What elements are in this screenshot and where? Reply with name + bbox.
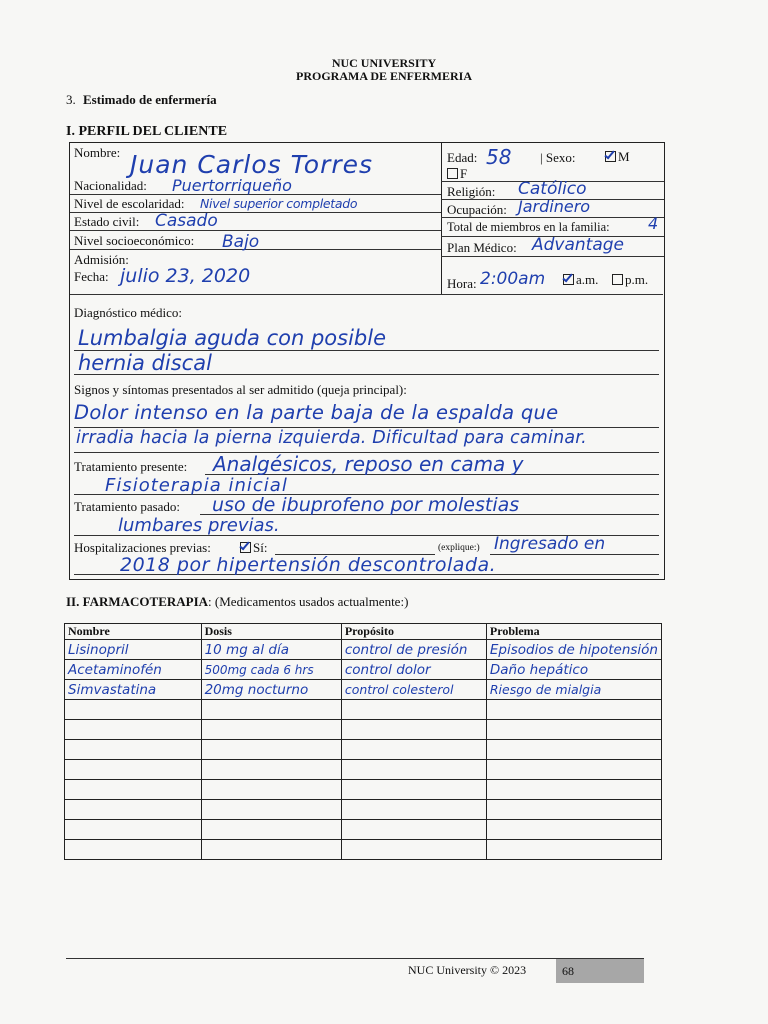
fecha-label: Fecha: (74, 269, 109, 284)
empty-cell[interactable] (486, 840, 661, 860)
empty-cell[interactable] (201, 700, 341, 720)
medication-dose-cell[interactable]: 500mg cada 6 hrs (201, 660, 341, 680)
farmacoterapia-subtitle: : (Medicamentos usados actualmente:) (208, 594, 409, 609)
hora-value[interactable]: 2:00am (480, 269, 546, 289)
section-title: Estimado de enfermería (83, 92, 217, 107)
nombre-value[interactable]: Juan Carlos Torres (130, 150, 374, 179)
rule (490, 554, 659, 555)
tratamiento-presente-line-1[interactable]: Analgésicos, reposo en cama y (213, 452, 524, 476)
perfil-title: I. PERFIL DEL CLIENTE (66, 124, 228, 139)
signos-line-1[interactable]: Dolor intenso en la parte baja de la espalda que (74, 401, 559, 424)
farmacoterapia-title: II. FARMACOTERAPIA (66, 594, 209, 609)
am-label: a.m. (576, 272, 599, 287)
medication-name-cell[interactable]: Lisinopril (65, 640, 202, 660)
empty-cell[interactable] (65, 700, 202, 720)
nombre-label: Nombre: (74, 145, 121, 160)
empty-cell[interactable] (486, 700, 661, 720)
program-name: PROGRAMA DE ENFERMERIA (296, 69, 472, 83)
empty-cell[interactable] (486, 740, 661, 760)
empty-cell[interactable] (341, 840, 486, 860)
empty-cell[interactable] (341, 740, 486, 760)
edad-label: Edad: (447, 150, 478, 165)
plan-medico-label: Plan Médico: (447, 240, 517, 255)
rule (70, 294, 663, 295)
religion-label: Religión: (447, 184, 496, 199)
empty-cell[interactable] (201, 760, 341, 780)
sexo-f-option[interactable] (447, 166, 467, 182)
medication-name-cell[interactable]: Simvastatina (65, 680, 202, 700)
edad-value[interactable]: 58 (486, 145, 512, 169)
table-row-empty (65, 840, 662, 860)
table-header-row (65, 624, 662, 640)
column-header: Nombre (65, 624, 202, 640)
perfil-divider (441, 142, 442, 294)
si-label: Sí: (253, 540, 268, 555)
empty-cell[interactable] (486, 780, 661, 800)
medication-purpose-cell[interactable]: control dolor (341, 660, 486, 680)
hospitalizaciones-line-1[interactable]: Ingresado en (494, 534, 606, 554)
tratamiento-pasado-line-2[interactable]: lumbares previas. (118, 515, 280, 536)
table-row-empty (65, 820, 662, 840)
empty-cell[interactable] (201, 780, 341, 800)
si-checkbox[interactable] (240, 542, 251, 553)
empty-cell[interactable] (65, 780, 202, 800)
hospitalizaciones-line-2[interactable]: 2018 por hipertensión descontrolada. (120, 554, 497, 576)
empty-cell[interactable] (341, 700, 486, 720)
diagnostico-line-2[interactable]: hernia discal (78, 351, 212, 375)
ocupacion-label: Ocupación: (447, 202, 507, 217)
miembros-value[interactable]: 4 (648, 214, 659, 233)
sexo-f-checkbox[interactable] (447, 168, 458, 179)
rule (70, 230, 441, 231)
pm-label: p.m. (625, 272, 649, 287)
sexo-label: | Sexo: (540, 150, 576, 165)
socioeconomico-label: Nivel socioeconómico: (74, 233, 195, 248)
empty-cell[interactable] (65, 720, 202, 740)
admision-label: Admisión: (74, 252, 129, 267)
rule (441, 256, 664, 257)
empty-cell[interactable] (65, 760, 202, 780)
table-row-empty (65, 700, 662, 720)
column-header: Dosis (201, 624, 341, 640)
medication-problem-cell[interactable]: Riesgo de mialgia (486, 680, 661, 700)
column-header: Propósito (341, 624, 486, 640)
table-row (65, 640, 662, 660)
column-header: Problema (486, 624, 661, 640)
table-row (65, 680, 662, 700)
ocupacion-value[interactable]: Jardinero (518, 197, 591, 216)
sexo-m-option[interactable] (605, 149, 630, 165)
explique-label: (explique:) (438, 543, 480, 553)
empty-cell[interactable] (65, 740, 202, 760)
table-row-empty (65, 740, 662, 760)
empty-cell[interactable] (341, 820, 486, 840)
medication-problem-cell[interactable]: Daño hepático (486, 660, 661, 680)
empty-cell[interactable] (341, 720, 486, 740)
nacionalidad-label: Nacionalidad: (74, 178, 147, 193)
medication-purpose-cell[interactable]: control colesterol (341, 680, 486, 700)
hospitalizaciones-label: Hospitalizaciones previas: (74, 540, 211, 555)
farmacoterapia-heading (66, 594, 408, 610)
empty-cell[interactable] (65, 820, 202, 840)
sexo-m-label: M (618, 149, 630, 164)
am-option[interactable] (563, 272, 598, 288)
tratamiento-pasado-line-1[interactable]: uso de ibuprofeno por molestias (212, 494, 520, 516)
empty-cell[interactable] (65, 840, 202, 860)
medication-name-cell[interactable]: Acetaminofén (65, 660, 202, 680)
diagnostico-line-1[interactable]: Lumbalgia aguda con posible (78, 326, 387, 350)
empty-cell[interactable] (486, 820, 661, 840)
signos-label: Signos y síntomas presentados al ser admitido (queja principal): (74, 382, 407, 397)
escolaridad-value[interactable]: Nivel superior completado (200, 196, 358, 211)
empty-cell[interactable] (486, 760, 661, 780)
medication-purpose-cell[interactable]: control de presión (341, 640, 486, 660)
table-row-empty (65, 780, 662, 800)
empty-cell[interactable] (201, 740, 341, 760)
signos-line-2[interactable]: irradia hacia la pierna izquierda. Dificultad para caminar. (76, 428, 587, 448)
tratamiento-presente-label: Tratamiento presente: (74, 459, 188, 474)
medication-problem-cell[interactable]: Episodios de hipotensión (486, 640, 661, 660)
empty-cell[interactable] (201, 800, 341, 820)
table-row-empty (65, 760, 662, 780)
farmacoterapia-table (64, 623, 662, 860)
hora-label: Hora: (447, 276, 477, 291)
estado-civil-label: Estado civil: (74, 214, 140, 229)
empty-cell[interactable] (486, 800, 661, 820)
medication-dose-cell[interactable]: 10 mg al día (201, 640, 341, 660)
university-name: NUC UNIVERSITY (331, 56, 437, 70)
table-row-empty (65, 720, 662, 740)
section-heading (66, 92, 217, 108)
miembros-label: Total de miembros en la familia: (447, 220, 610, 234)
religion-value[interactable]: Católico (518, 179, 587, 199)
table-row (65, 660, 662, 680)
am-checkbox[interactable] (563, 274, 574, 285)
empty-cell[interactable] (201, 720, 341, 740)
empty-cell[interactable] (341, 760, 486, 780)
tratamiento-pasado-label: Tratamiento pasado: (74, 499, 181, 514)
plan-medico-value[interactable]: Advantage (532, 235, 625, 255)
fecha-value[interactable]: julio 23, 2020 (120, 265, 251, 287)
empty-cell[interactable] (201, 820, 341, 840)
empty-cell[interactable] (341, 780, 486, 800)
pm-checkbox[interactable] (612, 274, 623, 285)
rule (70, 212, 441, 213)
empty-cell[interactable] (486, 720, 661, 740)
diagnostico-label: Diagnóstico médico: (74, 305, 182, 320)
page-number: 68 (556, 959, 644, 983)
empty-cell[interactable] (341, 800, 486, 820)
nacionalidad-value[interactable]: Puertorriqueño (172, 176, 292, 195)
section-number: 3. (66, 92, 76, 107)
footer-copyright: NUC University © 2023 (408, 963, 527, 977)
table-row-empty (65, 800, 662, 820)
empty-cell[interactable] (201, 840, 341, 860)
socioeconomico-value[interactable]: Bajo (222, 232, 260, 252)
empty-cell[interactable] (65, 800, 202, 820)
sexo-m-checkbox[interactable] (605, 151, 616, 162)
medication-dose-cell[interactable]: 20mg nocturno (201, 680, 341, 700)
tratamiento-presente-line-2[interactable]: Fisioterapia inicial (105, 475, 288, 496)
sexo-f-label: F (460, 166, 468, 181)
escolaridad-label: Nivel de escolaridad: (74, 196, 185, 211)
estado-civil-value[interactable]: Casado (155, 211, 218, 231)
pm-option[interactable] (612, 272, 648, 288)
